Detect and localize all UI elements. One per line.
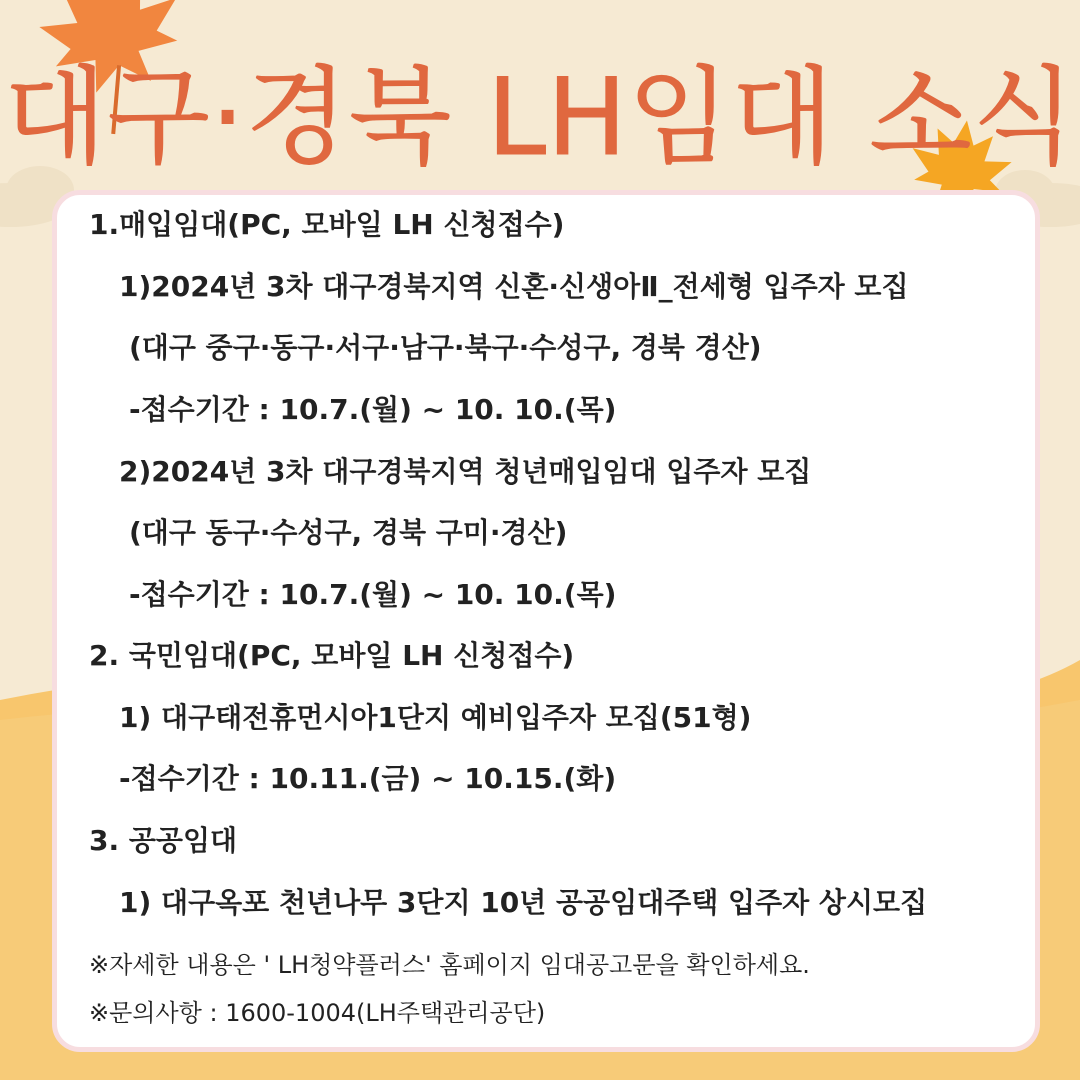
section-heading: 2. 국민임대(PC, 모바일 LH 신청접수) — [89, 639, 575, 672]
contact-footnote: ※문의사항 : 1600-1004(LH주택관리공단) — [89, 999, 546, 1027]
item-period: -접수기간 : 10.7.(월) ~ 10. 10.(목) — [129, 578, 617, 611]
section-heading: 3. 공공임대 — [89, 824, 238, 857]
item-title: 1) 대구태전휴먼시아1단지 예비입주자 모집(51형) — [119, 701, 752, 734]
item-period: -접수기간 : 10.11.(금) ~ 10.15.(화) — [119, 762, 617, 795]
item-title: 1) 대구옥포 천년나무 3단지 10년 공공임대주택 입주자 상시모집 — [119, 886, 928, 919]
item-title: 2)2024년 3차 대구경북지역 청년매입임대 입주자 모집 — [119, 455, 812, 488]
notice-footnote: ※자세한 내용은 ' LH청약플러스' 홈페이지 임대공고문을 확인하세요. — [89, 951, 810, 979]
item-title: 1)2024년 3차 대구경북지역 신혼·신생아Ⅱ_전세형 입주자 모집 — [119, 270, 909, 303]
section-heading: 1.매입임대(PC, 모바일 LH 신청접수) — [89, 208, 565, 241]
notice-card — [52, 190, 1040, 1052]
item-area: (대구 중구·동구·서구·남구·북구·수성구, 경북 경산) — [129, 331, 762, 364]
item-area: (대구 동구·수성구, 경북 구미·경산) — [129, 516, 568, 549]
item-period: -접수기간 : 10.7.(월) ~ 10. 10.(목) — [129, 393, 617, 426]
page-title: 대구·경북 LH임대 소식 — [3, 56, 1076, 179]
